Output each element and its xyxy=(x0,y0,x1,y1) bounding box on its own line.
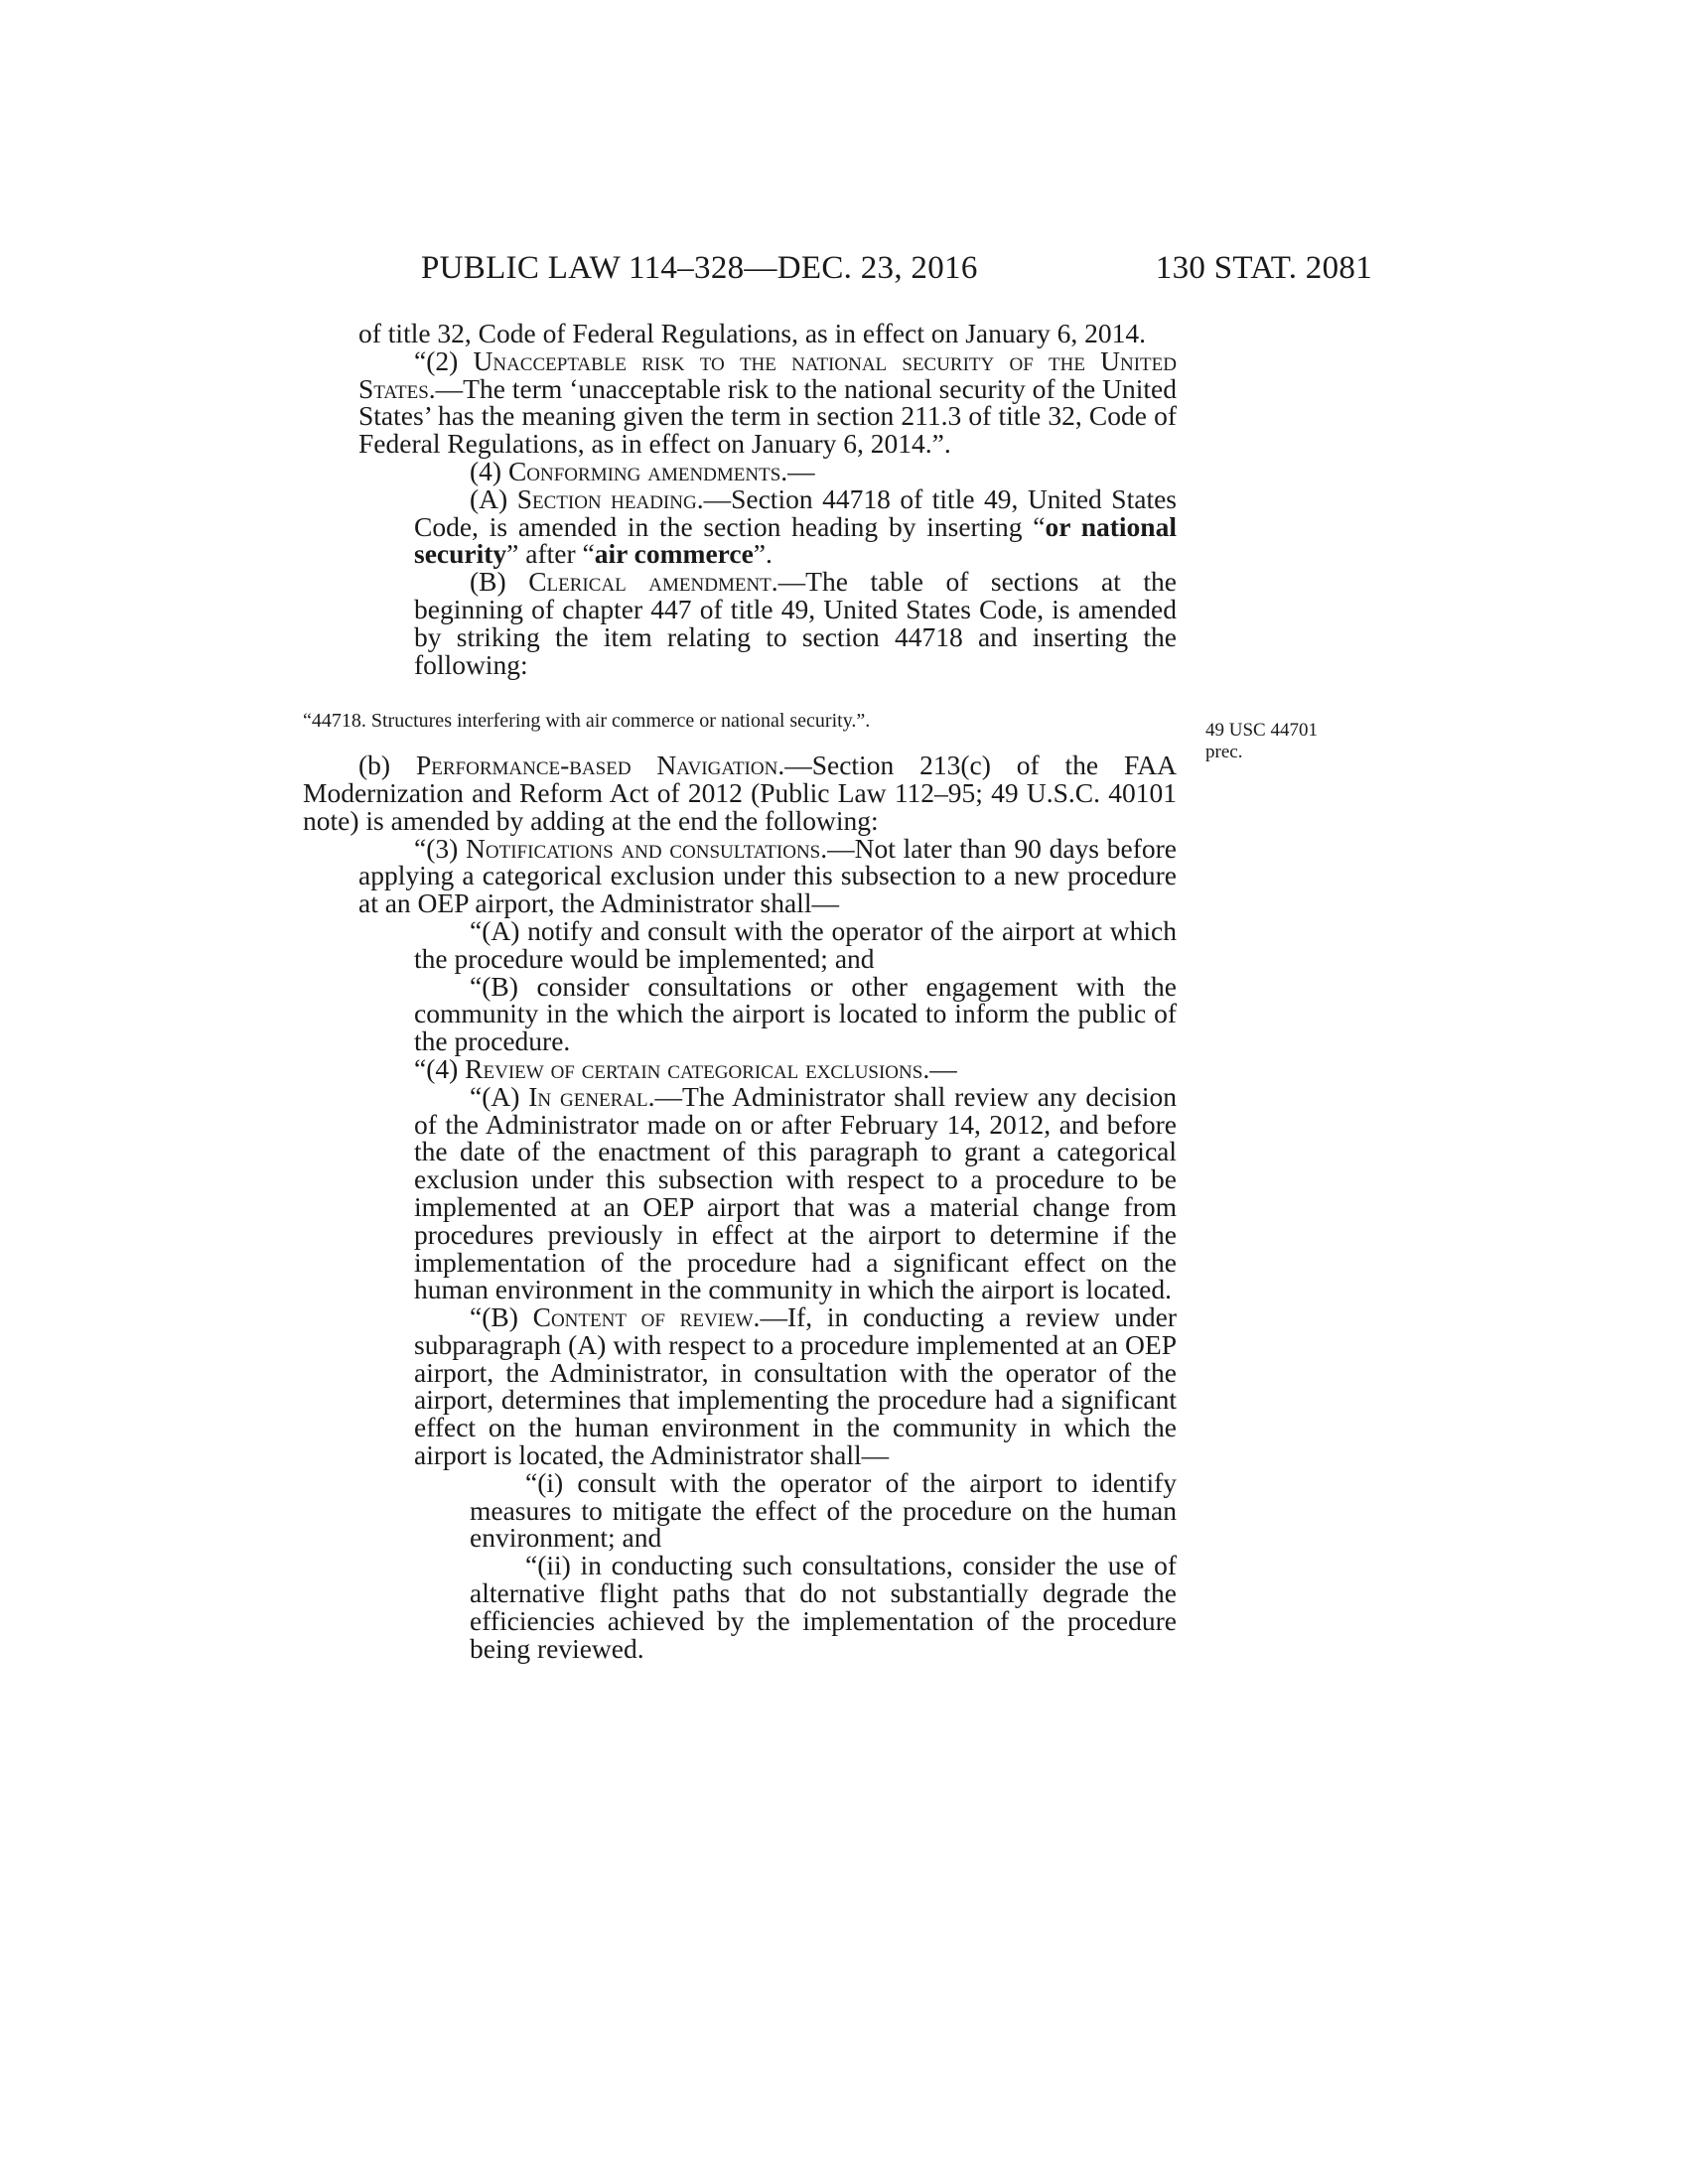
paragraph-notifications: “(3) Notifications and consultations.—Not later than 90 days before applying a categorical exclusion under this subsection to a new procedure at an OEP airport, the Administrator shall— xyxy=(358,832,1177,919)
subsection-heading: Performance-based Navigation. xyxy=(415,750,785,781)
subparagraph-heading: In general. xyxy=(528,1080,655,1112)
subparagraph-heading: Section heading. xyxy=(516,482,704,514)
paragraph-clerical-amendment: (B) Clerical amendment.—The table of sections at the beginning of chapter 447 of title 49, United States Code, is amended by striking the item relating to section 44718 and inserting the following: xyxy=(414,566,1177,680)
table-of-sections-item: “44718. Structures interfering with air commerce or national security.”. xyxy=(303,710,871,733)
subparagraph-b-consider: “(B) consider consultations or other engagement with the community in the which the airport is located to inform the public of the procedure. xyxy=(414,970,1177,1057)
paragraph-review-heading: “(4) Review of certain categorical exclusions.— xyxy=(414,1052,957,1084)
paragraph-heading: Notifications and consultations. xyxy=(466,832,828,864)
subparagraph-heading: Content of review. xyxy=(532,1301,761,1333)
margin-note xyxy=(1205,720,1354,763)
margin-note-line-2: prec. xyxy=(1205,742,1243,762)
statute-page-number: 130 STAT. 2081 xyxy=(1155,250,1372,286)
definition-heading: Unacceptable risk to the national security of the United States. xyxy=(358,344,1177,404)
paragraph-section-heading: (A) Section heading.—Section 44718 of title 49, United States Code, is amended in the section heading by inserting “or national security” after “air commerce”. xyxy=(414,482,1177,570)
law-citation: PUBLIC LAW 114–328—DEC. 23, 2016 xyxy=(421,250,978,286)
paragraph-performance-based-navigation: (b) Performance-based Navigation.—Section 213(c) of the FAA Modernization and Reform Act of 2012 (Public Law 112–95; 49 U.S.C. 40101 note) is amended by adding at the end the following: xyxy=(303,750,1177,836)
document-body xyxy=(303,320,1177,1662)
subparagraph-in-general: “(A) In general.—The Administrator shall review any decision of the Administrator made on or after February 14, 2012, and before the date of the enactment of this paragraph to grant a categorical exclusion under this subsection with respect to a procedure to be implemented at an OEP airport that was a material change from procedures previously in effect at the airport to determine if the implementation of the procedure had a significant effect on the human environment in the community in which the airport is located. xyxy=(414,1080,1177,1305)
paragraph-conforming-amendments: (4) Conforming amendments.— xyxy=(470,455,815,486)
paragraph-definition-2: “(2) Unacceptable risk to the national security of the United States.—The term ‘unacceptable risk to the national security of the United States’ has the meaning given the term in section 211.3 of title 32, Code of Federal Regulations, as in effect on January 6, 2014.”. xyxy=(358,344,1177,460)
subparagraph-a-notify: “(A) notify and consult with the operator of the airport at which the procedure would be implemented; and xyxy=(414,914,1177,974)
clause-ii-alternative-paths: “(ii) in conducting such consultations, consider the use of alternative flight paths that do not substantially degrade the efficiencies achieved by the implementation of the procedure being reviewed. xyxy=(470,1550,1177,1664)
margin-note-line-1: 49 USC 44701 xyxy=(1205,720,1318,741)
paragraph-heading: Review of certain categorical exclusions. xyxy=(465,1052,930,1084)
page-header xyxy=(421,250,1372,290)
clause-i-consult: “(i) consult with the operator of the airport to identify measures to mitigate the effect of the procedure on the human environment; and xyxy=(470,1466,1177,1554)
subparagraph-heading: Clerical amendment. xyxy=(528,566,778,598)
subparagraph-content-of-review: “(B) Content of review.—If, in conducting a review under subparagraph (A) with respect to a procedure implemented at an OEP airport, the Administrator, in consultation with the operator of the airport, determines that implementing the procedure had a significant effect on the human environment in the community in which the airport is located, the Administrator shall— xyxy=(414,1301,1178,1471)
subsection-heading: Conforming amendments. xyxy=(507,455,788,486)
paragraph-continuation: of title 32, Code of Federal Regulations, as in effect on January 6, 2014. xyxy=(358,318,1146,348)
